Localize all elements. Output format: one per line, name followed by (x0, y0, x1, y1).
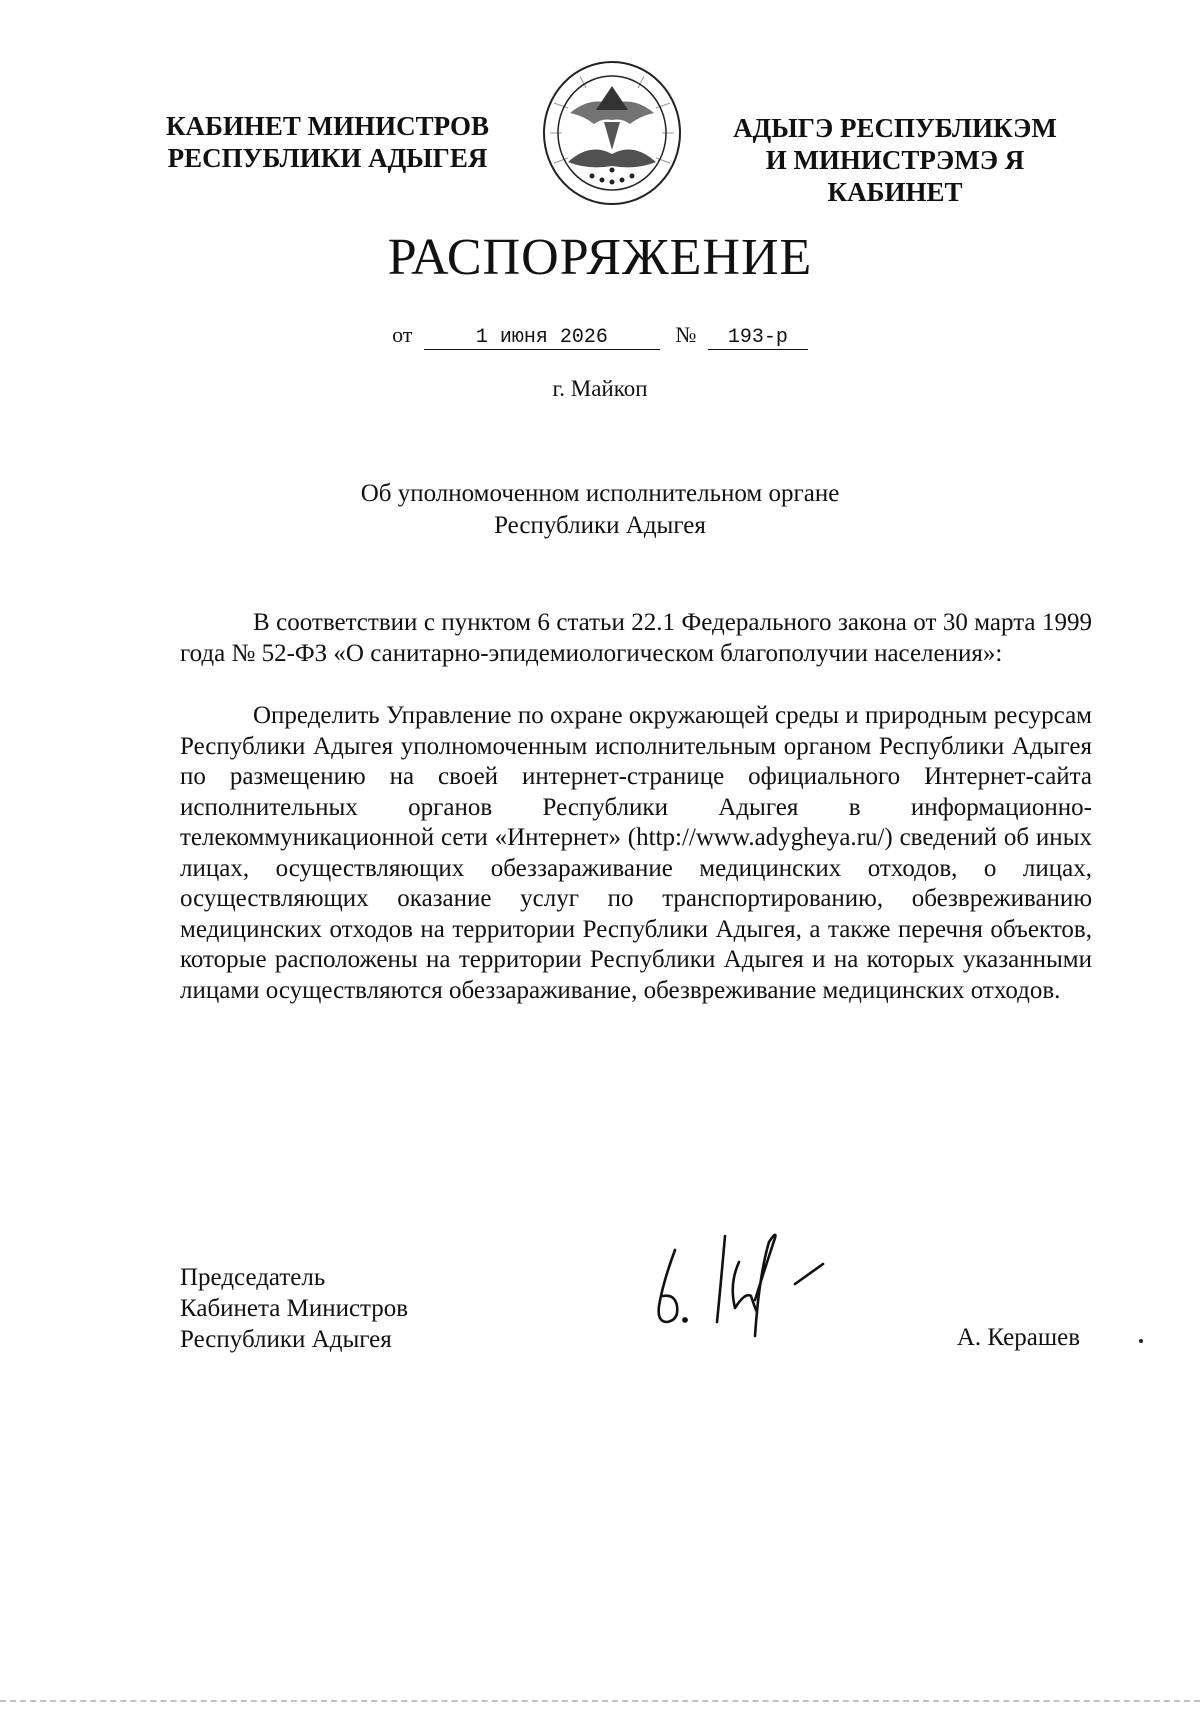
issuer-line-2: РЕСПУБЛИКИ АДЫГЕЯ (167, 143, 488, 173)
document-body (180, 608, 1092, 1006)
handwritten-signature-icon (645, 1222, 865, 1342)
position-line-1: Председатель (180, 1264, 326, 1291)
order-date: 1 июня 2026 (424, 326, 660, 350)
document-title: РАСПОРЯЖЕНИЕ (387, 229, 813, 286)
coat-of-arms-icon (540, 58, 685, 208)
issuer-name-russian (150, 110, 505, 174)
document-subject (0, 478, 1200, 542)
issuer-line-2-adyghe: И МИНИСТРЭМЭ Я КАБИНЕТ (765, 145, 1025, 207)
signer-name: А. Керашев (956, 1324, 1080, 1351)
date-label: от (392, 322, 413, 347)
subject-line-2: Республики Адыгея (494, 512, 706, 539)
issuer-line-1: КАБИНЕТ МИНИСТРОВ (165, 111, 490, 141)
number-label: № (675, 322, 697, 347)
position-line-3: Республики Адыгея (180, 1326, 392, 1353)
position-line-2: Кабинета Министров (180, 1295, 409, 1322)
decision-paragraph: Определить Управление по охране окружающей среды и природным ресурсам Республики Адыгея уполномоченным исполнительным органом Республики Адыгея по размещению на своей интернет-странице официального Интернет-сайта исполнительных органов Республики Адыгея в информационно-телекоммуникационной сети «Интернет» (http://www.adygheya.ru/) сведений об иных лицах, осуществляющих обеззараживание медицинских отходов, о лицах, осуществляющих оказание услуг по транспортированию, обезвреживанию медицинских отходов на территории Республики Адыгея, а также перечня объектов, которые расположены на территории Республики Адыгея и на которых указанными лицами осуществляются обеззараживание, обезвреживание медицинских отходов. (180, 702, 1092, 1004)
order-number: 193-р (708, 326, 808, 350)
issuer-name-adyghe (695, 112, 1095, 208)
city: г. Майкоп (552, 376, 648, 401)
scan-speck (1139, 1339, 1143, 1343)
scan-edge-artifact (0, 1700, 1200, 1705)
signatory-position (180, 1262, 500, 1355)
date-number-line (0, 322, 1200, 350)
issuer-line-1-adyghe: АДЫГЭ РЕСПУБЛИКЭМ (733, 113, 1057, 143)
subject-line-1: Об уполномоченном исполнительном органе (360, 480, 840, 507)
preamble-paragraph: В соответствии с пунктом 6 статьи 22.1 Федерального закона от 30 марта 1999 года № 52-ФЗ «О санитарно-эпидемиологическом благополучии населения»: (180, 609, 1092, 667)
